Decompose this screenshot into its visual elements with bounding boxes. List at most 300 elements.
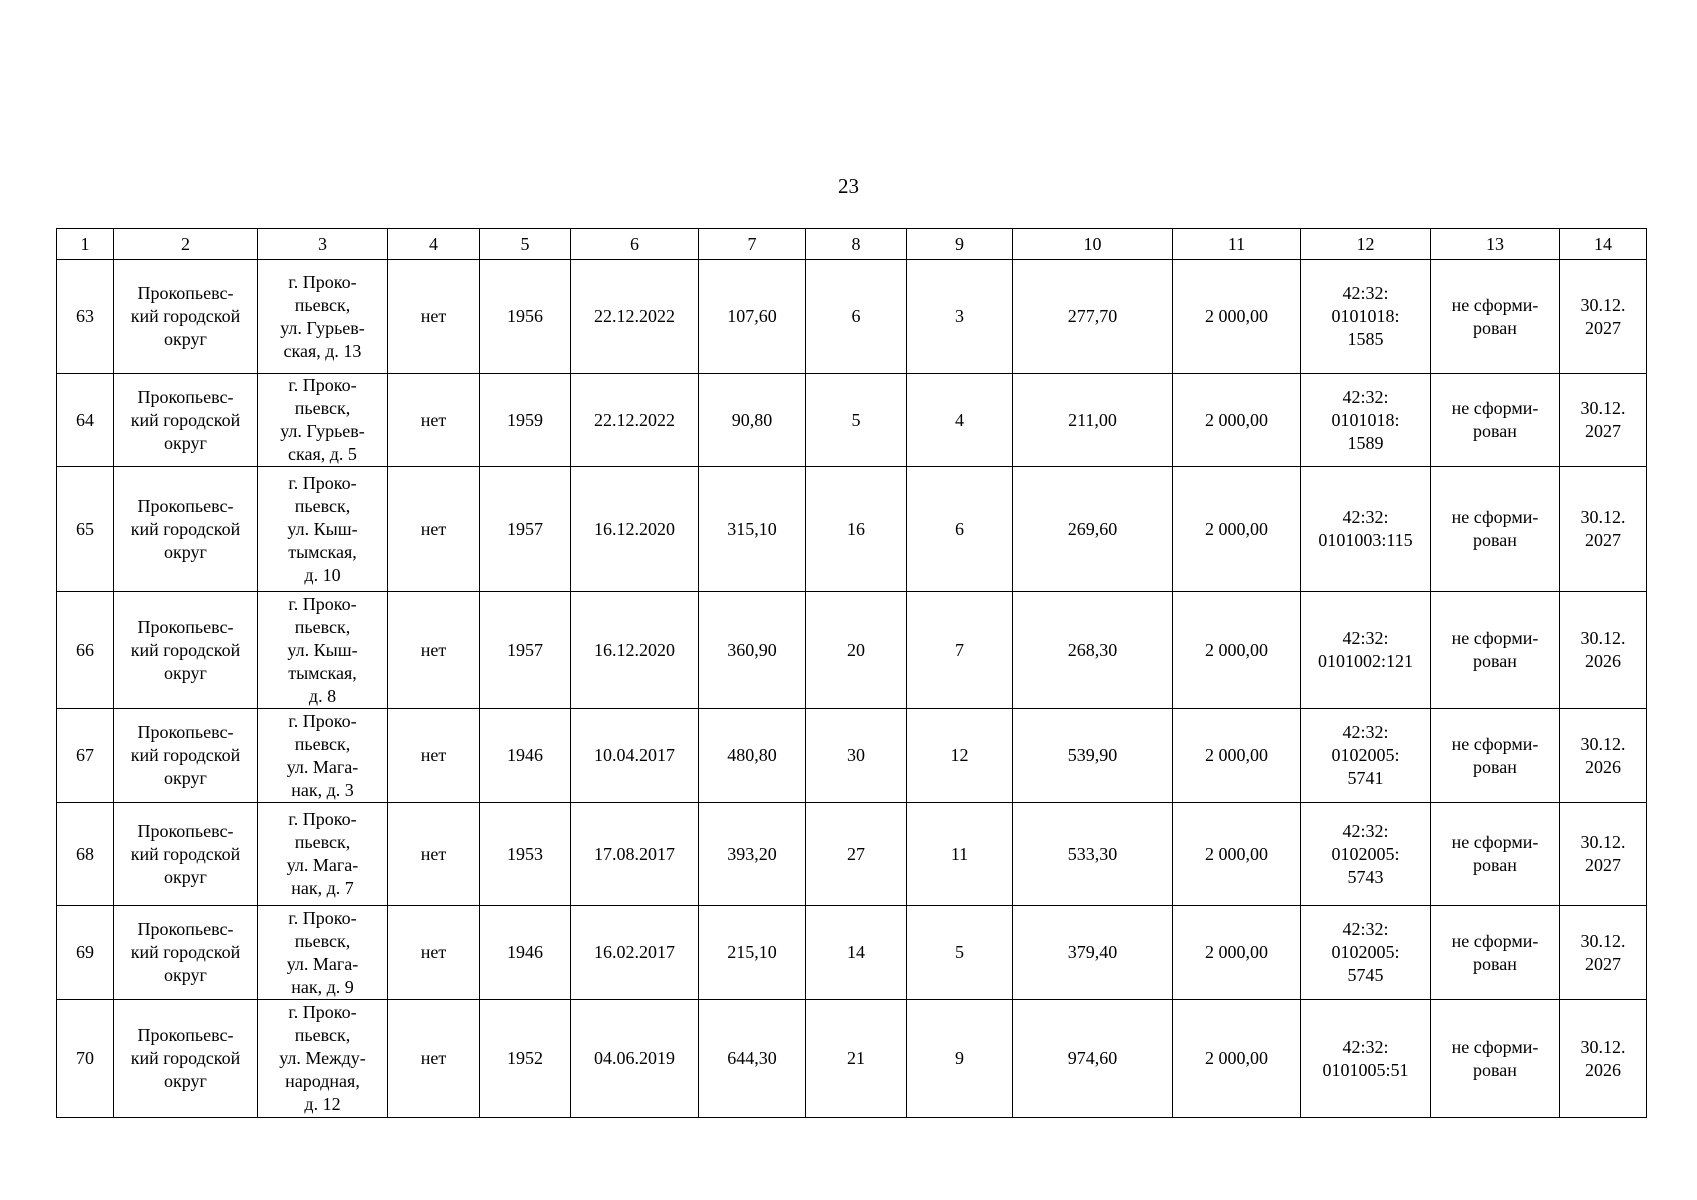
table-row	[57, 260, 1647, 374]
cell-line: 277,70	[1067, 306, 1118, 326]
emergency-status-cell	[388, 467, 480, 592]
cell-line: нет	[420, 843, 447, 864]
cadastral-number-cell	[1301, 906, 1431, 1000]
cell-line: 30.12.	[1580, 398, 1626, 418]
cell-line: 2027	[1585, 530, 1621, 550]
cell-line: народная,	[285, 1071, 360, 1091]
year-built-cell	[480, 906, 571, 1000]
cell-line: 539,90	[1067, 745, 1118, 765]
residents-cell	[806, 260, 907, 374]
cell-line: 7	[955, 639, 964, 660]
cell-line: 2027	[1585, 855, 1621, 875]
emergency-status-cell	[388, 374, 480, 467]
cell-line: кий городской	[130, 745, 241, 765]
land-area-cell	[1013, 709, 1173, 803]
survey-date-cell	[571, 374, 699, 467]
cell-line: ская, д. 13	[283, 340, 362, 361]
cell-line: ул. Мага-	[286, 953, 359, 974]
cell-line: пьевск,	[294, 733, 351, 754]
cell-line: 20	[847, 639, 865, 660]
survey-date-cell	[571, 467, 699, 592]
cell-line: 315,10	[727, 518, 777, 539]
table-row	[57, 906, 1647, 1000]
cell-line: 12	[950, 745, 969, 765]
address-cell	[258, 1000, 388, 1118]
municipality-cell	[114, 1000, 258, 1118]
cell-line: г. Проко-	[288, 593, 357, 614]
land-area-cell	[1013, 1000, 1173, 1118]
cadastral-number-cell	[1301, 1000, 1431, 1118]
cell-line: 269,60	[1067, 518, 1118, 539]
cell-line: Прокопьевс-	[137, 386, 234, 407]
cell-line: 480,80	[727, 745, 777, 765]
cell-line: 30.12.	[1580, 507, 1626, 527]
cell-line: 211,00	[1068, 409, 1117, 430]
row-number-cell	[57, 260, 114, 374]
survey-date-cell	[571, 803, 699, 906]
cell-line: 30.12.	[1580, 294, 1626, 315]
residents-cell	[806, 374, 907, 467]
survey-date-cell	[571, 1000, 699, 1118]
cell-line: округ	[164, 541, 207, 562]
cell-line: 2 000,00	[1205, 1048, 1268, 1068]
column-number-cell: 11	[1173, 229, 1301, 260]
cell-line: 9	[955, 1048, 964, 1068]
column-number-cell: 10	[1013, 229, 1173, 260]
cell-line: 0101002:121	[1317, 651, 1413, 671]
cell-line: ул. Между-	[279, 1048, 366, 1068]
row-number-cell	[57, 374, 114, 467]
cell-line: 90,80	[731, 409, 773, 430]
cell-line: 393,20	[727, 843, 777, 864]
cell-line: ул. Гурьев-	[280, 421, 365, 441]
cell-line: округ	[164, 1071, 207, 1091]
cell-line: Прокопьевс-	[137, 616, 234, 637]
municipality-cell	[114, 260, 258, 374]
cell-line: 1953	[507, 843, 543, 864]
cell-line: 30.12.	[1580, 733, 1626, 754]
register-table	[56, 228, 1647, 1118]
cell-line: ул. Мага-	[286, 756, 359, 777]
cell-line: нак, д. 9	[291, 976, 354, 997]
cell-line: 42:32:	[1342, 283, 1389, 303]
cell-line: 42:32:	[1342, 507, 1389, 527]
cell-line: 30.12.	[1580, 628, 1626, 648]
deadline-date-cell	[1560, 803, 1647, 906]
cadastral-number-cell	[1301, 803, 1431, 906]
deadline-date-cell	[1560, 1000, 1647, 1118]
cell-line: 0102005:	[1331, 843, 1400, 864]
apartments-cell	[907, 260, 1013, 374]
cell-line: 2027	[1585, 421, 1621, 441]
cell-line: 0102005:	[1331, 745, 1400, 765]
cell-line: нет	[420, 942, 447, 962]
cell-line: не сформи-	[1451, 1036, 1539, 1057]
cell-line: 5	[955, 942, 964, 962]
residents-cell	[806, 803, 907, 906]
cell-line: 6	[955, 518, 964, 539]
year-built-cell	[480, 467, 571, 592]
cell-line: 30.12.	[1580, 1036, 1626, 1057]
cell-line: 16.02.2017	[594, 942, 675, 962]
column-number-cell: 8	[806, 229, 907, 260]
cell-line: не сформи-	[1451, 930, 1539, 951]
emergency-status-cell	[388, 709, 480, 803]
cell-line: тымская,	[288, 662, 357, 683]
cell-line: 2 000,00	[1205, 843, 1268, 864]
cell-line: рован	[1473, 855, 1517, 875]
cell-line: 14	[847, 942, 865, 962]
survey-date-cell	[571, 709, 699, 803]
cell-line: г. Проко-	[288, 1002, 357, 1022]
cell-line: не сформи-	[1451, 628, 1539, 648]
column-number-cell: 9	[907, 229, 1013, 260]
cell-line: пьевск,	[294, 616, 351, 637]
cell-line: 66	[76, 639, 94, 660]
cell-line: 2 000,00	[1205, 745, 1268, 765]
deadline-date-cell	[1560, 374, 1647, 467]
column-number-cell: 13	[1431, 229, 1560, 260]
cell-line: 22.12.2022	[594, 306, 675, 326]
cell-line: пьевск,	[294, 832, 351, 852]
cell-line: 2 000,00	[1205, 518, 1268, 539]
cell-line: пьевск,	[294, 930, 351, 951]
table-row	[57, 1000, 1647, 1118]
cell-line: 63	[76, 306, 94, 326]
land-plot-status-cell	[1431, 709, 1560, 803]
cell-line: нет	[420, 1048, 447, 1068]
column-number-cell: 7	[699, 229, 806, 260]
cell-line: 64	[76, 409, 94, 430]
cell-line: округ	[164, 329, 207, 349]
cell-line: Прокопьевс-	[137, 919, 234, 939]
year-built-cell	[480, 592, 571, 709]
emergency-status-cell	[388, 803, 480, 906]
row-number-cell	[57, 906, 114, 1000]
cadastral-number-cell	[1301, 260, 1431, 374]
cell-line: 42:32:	[1342, 722, 1389, 742]
cell-line: д. 10	[304, 564, 341, 585]
row-number-cell	[57, 467, 114, 592]
address-cell	[258, 906, 388, 1000]
cell-line: ул. Мага-	[286, 855, 359, 875]
cell-line: Прокопьевс-	[137, 495, 234, 516]
land-area-cell	[1013, 592, 1173, 709]
column-number-cell: 5	[480, 229, 571, 260]
cell-line: рован	[1473, 530, 1517, 550]
emergency-status-cell	[388, 592, 480, 709]
survey-date-cell	[571, 592, 699, 709]
cell-line: пьевск,	[294, 398, 351, 418]
deadline-date-cell	[1560, 260, 1647, 374]
cadastral-number-cell	[1301, 467, 1431, 592]
year-built-cell	[480, 374, 571, 467]
cell-line: 42:32:	[1342, 1036, 1389, 1057]
cell-line: 1957	[507, 639, 543, 660]
cell-line: 42:32:	[1342, 386, 1389, 407]
cell-line: 0101003:115	[1318, 530, 1413, 550]
municipality-cell	[114, 374, 258, 467]
cell-line: 16.12.2020	[594, 639, 675, 660]
column-number-cell: 1	[57, 229, 114, 260]
column-number-cell: 12	[1301, 229, 1431, 260]
cell-line: 5	[851, 409, 861, 430]
cell-line: 533,30	[1067, 843, 1118, 864]
cell-line: 1956	[507, 306, 543, 326]
amount-cell	[1173, 709, 1301, 803]
cell-line: 0101018:	[1331, 306, 1400, 326]
cell-line: нет	[420, 306, 447, 326]
cell-line: 360,90	[727, 639, 777, 660]
land-area-cell	[1013, 374, 1173, 467]
land-area-cell	[1013, 906, 1173, 1000]
cell-line: нак, д. 3	[291, 779, 354, 800]
amount-cell	[1173, 260, 1301, 374]
cell-line: нет	[420, 518, 447, 539]
cell-line: 0101005:51	[1322, 1059, 1409, 1080]
cell-line: 10.04.2017	[594, 745, 675, 765]
cell-line: г. Проко-	[288, 375, 357, 395]
emergency-status-cell	[388, 1000, 480, 1118]
apartments-cell	[907, 709, 1013, 803]
cell-line: 5741	[1347, 768, 1384, 788]
cell-line: округ	[164, 432, 207, 453]
cell-line: пьевск,	[294, 495, 351, 516]
cell-line: 30.12.	[1580, 832, 1626, 852]
cell-line: 268,30	[1067, 639, 1118, 660]
cell-line: кий городской	[130, 639, 241, 660]
cell-line: 42:32:	[1342, 919, 1389, 939]
cell-line: рован	[1473, 421, 1517, 441]
cell-line: 27	[847, 843, 865, 864]
cell-line: 2 000,00	[1205, 306, 1268, 326]
area-cell	[699, 906, 806, 1000]
land-plot-status-cell	[1431, 906, 1560, 1000]
cell-line: 379,40	[1067, 942, 1118, 962]
land-plot-status-cell	[1431, 260, 1560, 374]
cell-line: 5743	[1347, 866, 1384, 887]
cell-line: округ	[164, 662, 207, 683]
cell-line: 2027	[1585, 317, 1621, 338]
row-number-cell	[57, 1000, 114, 1118]
cell-line: 3	[955, 306, 964, 326]
cell-line: 0101018:	[1331, 409, 1400, 430]
cell-line: г. Проко-	[288, 809, 357, 829]
area-cell	[699, 592, 806, 709]
column-number-cell: 4	[388, 229, 480, 260]
cell-line: 1957	[507, 518, 543, 539]
cell-line: округ	[164, 866, 207, 887]
amount-cell	[1173, 1000, 1301, 1118]
area-cell	[699, 374, 806, 467]
cell-line: не сформи-	[1451, 832, 1539, 852]
apartments-cell	[907, 1000, 1013, 1118]
cell-line: ул. Кыш-	[287, 518, 358, 539]
cell-line: 0102005:	[1331, 942, 1400, 962]
emergency-status-cell	[388, 260, 480, 374]
amount-cell	[1173, 906, 1301, 1000]
cadastral-number-cell	[1301, 592, 1431, 709]
apartments-cell	[907, 374, 1013, 467]
land-plot-status-cell	[1431, 467, 1560, 592]
deadline-date-cell	[1560, 592, 1647, 709]
year-built-cell	[480, 260, 571, 374]
cell-line: кий городской	[130, 306, 241, 326]
cell-line: Прокопьевс-	[137, 1025, 234, 1045]
residents-cell	[806, 1000, 907, 1118]
cell-line: округ	[164, 768, 207, 788]
amount-cell	[1173, 803, 1301, 906]
land-plot-status-cell	[1431, 374, 1560, 467]
cell-line: 1959	[507, 409, 543, 430]
area-cell	[699, 709, 806, 803]
emergency-status-cell	[388, 906, 480, 1000]
cell-line: кий городской	[130, 843, 241, 864]
area-cell	[699, 1000, 806, 1118]
cell-line: 30	[847, 745, 865, 765]
cell-line: 2027	[1585, 953, 1621, 974]
cell-line: 1952	[507, 1048, 543, 1068]
area-cell	[699, 467, 806, 592]
deadline-date-cell	[1560, 709, 1647, 803]
cell-line: 974,60	[1067, 1048, 1118, 1068]
table-row	[57, 467, 1647, 592]
amount-cell	[1173, 592, 1301, 709]
cell-line: 42:32:	[1342, 820, 1389, 841]
cell-line: 6	[851, 306, 861, 326]
cell-line: пьевск,	[294, 294, 351, 315]
cell-line: 1946	[507, 942, 543, 962]
land-plot-status-cell	[1431, 1000, 1560, 1118]
deadline-date-cell	[1560, 906, 1647, 1000]
cell-line: пьевск,	[294, 1025, 351, 1045]
cell-line: 215,10	[727, 942, 777, 962]
table-row	[57, 592, 1647, 709]
cell-line: 2026	[1585, 651, 1621, 671]
cell-line: 42:32:	[1342, 628, 1389, 648]
apartments-cell	[907, 803, 1013, 906]
address-cell	[258, 374, 388, 467]
column-number-cell: 6	[571, 229, 699, 260]
land-plot-status-cell	[1431, 592, 1560, 709]
cell-line: 644,30	[727, 1048, 777, 1068]
cell-line: округ	[164, 965, 207, 985]
row-number-cell	[57, 709, 114, 803]
cell-line: г. Проко-	[288, 472, 357, 493]
municipality-cell	[114, 592, 258, 709]
residents-cell	[806, 709, 907, 803]
deadline-date-cell	[1560, 467, 1647, 592]
land-area-cell	[1013, 803, 1173, 906]
cell-line: рован	[1473, 651, 1517, 671]
address-cell	[258, 803, 388, 906]
cell-line: 16.12.2020	[594, 518, 675, 539]
cell-line: не сформи-	[1451, 733, 1539, 754]
page-number: 23	[838, 174, 859, 198]
cell-line: кий городской	[130, 1048, 241, 1068]
column-number-cell: 3	[258, 229, 388, 260]
address-cell	[258, 592, 388, 709]
cell-line: 2026	[1585, 756, 1621, 777]
cell-line: 11	[950, 843, 969, 864]
cell-line: 22.12.2022	[594, 409, 675, 430]
land-area-cell	[1013, 467, 1173, 592]
cell-line: 1585	[1347, 329, 1384, 349]
cell-line: 2 000,00	[1205, 639, 1268, 660]
cell-line: не сформи-	[1451, 398, 1539, 418]
land-plot-status-cell	[1431, 803, 1560, 906]
column-number-row	[57, 229, 1647, 260]
table-row	[57, 709, 1647, 803]
amount-cell	[1173, 374, 1301, 467]
cell-line: нет	[420, 639, 447, 660]
cell-line: кий городской	[130, 409, 241, 430]
municipality-cell	[114, 803, 258, 906]
cell-line: 16	[847, 518, 865, 539]
cell-line: рован	[1473, 1059, 1517, 1080]
row-number-cell	[57, 803, 114, 906]
municipality-cell	[114, 906, 258, 1000]
cell-line: не сформи-	[1451, 294, 1539, 315]
cadastral-number-cell	[1301, 374, 1431, 467]
cell-line: 68	[76, 843, 94, 864]
cell-line: 69	[76, 942, 94, 962]
cell-line: кий городской	[130, 942, 241, 962]
cell-line: нет	[420, 745, 447, 765]
residents-cell	[806, 467, 907, 592]
cell-line: 17.08.2017	[594, 843, 675, 864]
cell-line: г. Проко-	[288, 271, 357, 292]
cell-line: Прокопьевс-	[137, 283, 234, 303]
cell-line: Прокопьевс-	[137, 820, 234, 841]
cell-line: 4	[955, 409, 964, 430]
address-cell	[258, 467, 388, 592]
cell-line: не сформи-	[1451, 507, 1539, 527]
table-row	[57, 803, 1647, 906]
amount-cell	[1173, 467, 1301, 592]
column-number-cell: 14	[1560, 229, 1647, 260]
apartments-cell	[907, 592, 1013, 709]
cadastral-number-cell	[1301, 709, 1431, 803]
survey-date-cell	[571, 260, 699, 374]
land-area-cell	[1013, 260, 1173, 374]
area-cell	[699, 260, 806, 374]
apartments-cell	[907, 906, 1013, 1000]
address-cell	[258, 260, 388, 374]
cell-line: 65	[76, 518, 94, 539]
cell-line: нак, д. 7	[291, 878, 354, 898]
cell-line: ская, д. 5	[288, 444, 357, 464]
municipality-cell	[114, 709, 258, 803]
cell-line: тымская,	[288, 541, 357, 562]
cell-line: г. Проко-	[288, 907, 357, 928]
cell-line: 70	[76, 1048, 94, 1068]
cell-line: 107,60	[727, 306, 777, 326]
cell-line: рован	[1473, 317, 1517, 338]
apartments-cell	[907, 467, 1013, 592]
municipality-cell	[114, 467, 258, 592]
year-built-cell	[480, 803, 571, 906]
cell-line: 21	[847, 1048, 865, 1068]
cell-line: 30.12.	[1580, 930, 1626, 951]
cell-line: 1946	[507, 745, 543, 765]
cell-line: ул. Гурьев-	[280, 317, 365, 338]
cell-line: 5745	[1347, 965, 1384, 985]
cell-line: кий городской	[130, 518, 241, 539]
cell-line: 2026	[1585, 1059, 1621, 1080]
cell-line: рован	[1473, 953, 1517, 974]
row-number-cell	[57, 592, 114, 709]
